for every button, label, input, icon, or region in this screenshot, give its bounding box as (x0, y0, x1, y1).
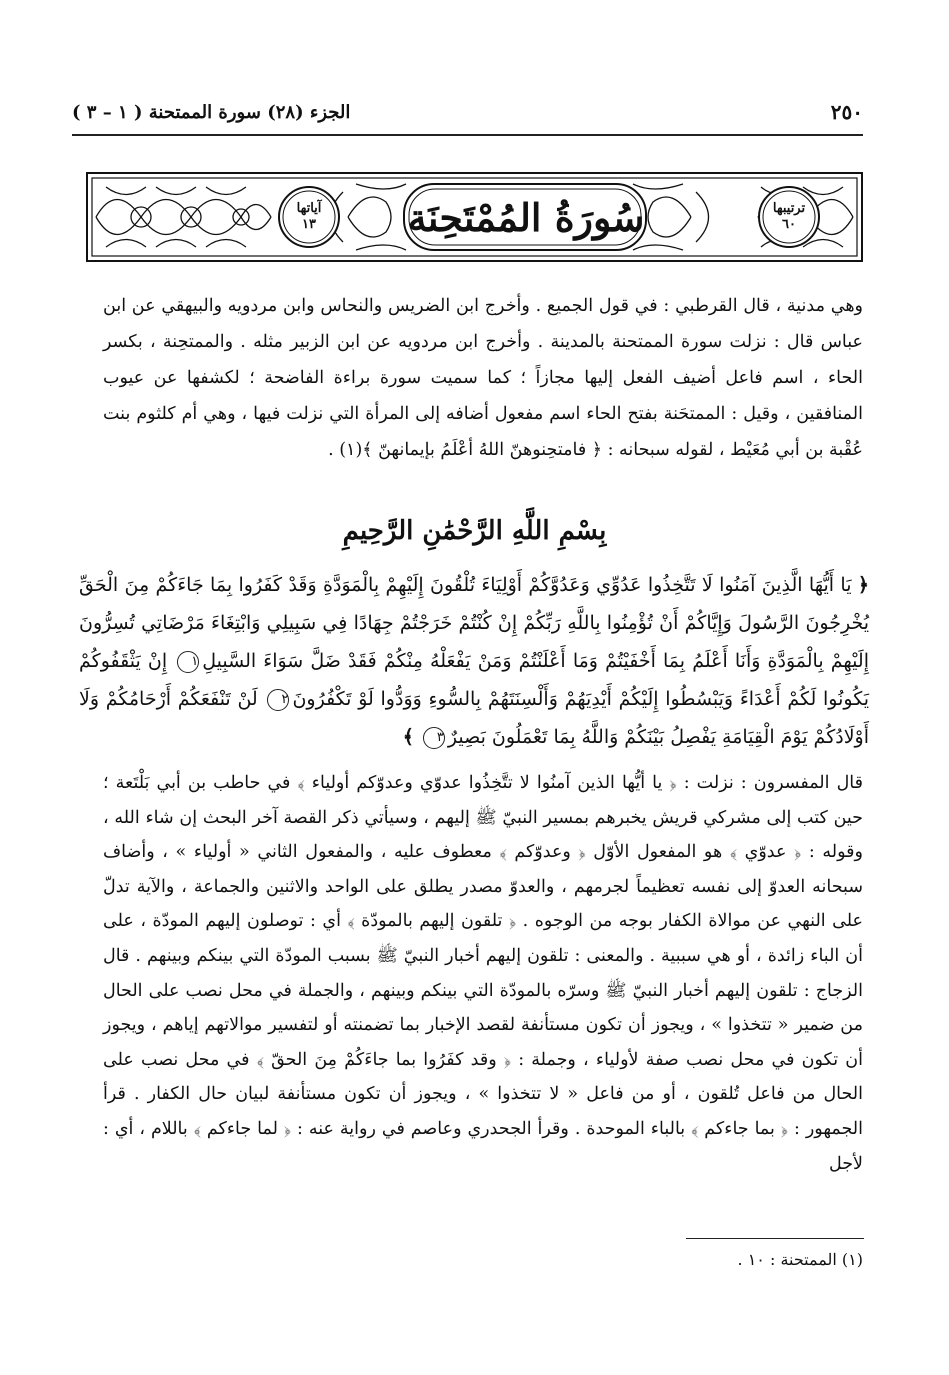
basmala: بِسْمِ اللَّهِ الرَّحْمَٰنِ الرَّحِيمِ (342, 516, 607, 546)
commentary-paragraph: قال المفسرون : نزلت : ﴿ يا أيُّها الذين آمنُوا لا تتَّخِذُوا عدوّي وعدوّكم أولياء ﴾ في حاطب بن أبي بَلْتَعة ؛ حين كتب إلى مشركي قريش يخبرهم بمسير النبيّ ﷺ إليهم ، وسيأتي ذكر القصة آخر البحث إن شاء الله ، وقوله : ﴿ عدوّي ﴾ هو المفعول الأوّل ﴿ وعدوّكم ﴾ معطوف عليه ، والمفعول الثاني « أولياء » ، وأضاف سبحانه العدوّ إلى نفسه تعظيماً لجرمهم ، والعدوّ مصدر يطلق على الواحد والاثنين والجماعة ، والآية تدلّ على النهي عن موالاة الكفار بوجه من الوجوه . ﴿ تلقون إليهم بالمودّة ﴾ أي : توصلون إليهم المودّة ، على أن الباء زائدة ، أو هي سببية . والمعنى : تلقون إليهم أخبار النبيّ ﷺ بسبب المودّة التي بينكم وبينهم . قال الزجاج : تلقون إليهم أخبار النبيّ ﷺ وسرّه بالمودّة التي بينكم وبينهم ، والجملة في محل نصب على الحال من ضمير « تتخذوا » ، ويجوز أن تكون مستأنفة لقصد الإخبار بما تضمنته أو لتفسير موالاتهم إياهم ، ويجوز أن تكون في محل نصب صفة لأولياء ، وجملة : ﴿ وقد كفَرُوا بما جاءَكُمْ مِنَ الحقّ ﴾ في محل نصب على الحال من فاعل تُلقون ، أو من فاعل « لا تتخذوا » ، ويجوز أن تكون مستأنفة لبيان حال الكفار . قرأ الجمهور : ﴿ بما جاءكم ﴾ بالباء الموحدة . وقرأ الجحدري وعاصم في رواية عنه : ﴿ لما جاءكم ﴾ باللام ، أي : لأجل (103, 773, 863, 1174)
footnote-rule (686, 1238, 864, 1239)
verse-number-3: ٣ (423, 727, 445, 749)
verse-1: يَا أَيُّهَا الَّذِينَ آمَنُوا لَا تَتَّخِذُوا عَدُوِّي وَعَدُوَّكُمْ أَوْلِيَاءَ تُلْقُونَ إِلَيْهِمْ بِالْمَوَدَّةِ وَقَدْ كَفَرُوا بِمَا جَاءَكُمْ مِنَ الْحَقِّ يُخْرِجُونَ الرَّسُولَ وَإِيَّاكُمْ أَنْ تُؤْمِنُوا بِاللَّهِ رَبِّكُمْ إِنْ كُنْتُمْ خَرَجْتُمْ جِهَادًا فِي سَبِيلِي وَابْتِغَاءَ مَرْضَاتِي تُسِرُّونَ إِلَيْهِمْ بِالْمَوَدَّةِ وَأَنَا أَعْلَمُ بِمَا أَخْفَيْتُمْ وَمَا أَعْلَنْتُمْ وَمَنْ يَفْعَلْهُ مِنْكُمْ فَقَدْ ضَلَّ سَوَاءَ السَّبِيلِ (79, 574, 869, 672)
verse-2: إِنْ يَثْقَفُوكُمْ يَكُونُوا لَكُمْ أَعْدَاءً وَيَبْسُطُوا إِلَيْكُمْ أَيْدِيَهُمْ وَأَلْسِنَتَهُمْ بِالسُّوءِ وَوَدُّوا لَوْ تَكْفُرُونَ (79, 650, 869, 710)
footnote: (١) الممتحنة : ١٠ . (737, 1250, 863, 1269)
sura-title: سُورَةُ المُمْتَحِنَة (407, 194, 645, 240)
header-rule (72, 134, 863, 136)
running-head: الجزء (٢٨) سورة الممتحنة ( ١ – ٣ ) (72, 102, 351, 123)
verse-open-bracket: ﴿ (857, 574, 869, 596)
quran-verses (79, 566, 869, 756)
intro-paragraph: وهي مدنية ، قال القرطبي : في قول الجميع . وأخرج ابن الضريس والنحاس وابن مردويه والبيهقي عن ابن عباس قال : نزلت سورة الممتحنة بالمدينة . وأخرج ابن مردويه عن ابن الزبير مثله . والممتحِنة ، بكسر الحاء ، اسم فاعل أضيف الفعل إليها مجازاً ؛ كما سميت سورة براءة الفاضحة ؛ لكشفها عن عيوب المنافقين ، وقيل : الممتحَنة بفتح الحاء اسم مفعول أضافه إلى المرأة التي نزلت فيها ، وهي أم كلثوم بنت عُقْبة بن أبي مُعَيْط ، لقوله سبحانه : ﴿ فامتحِنوهنّ اللهُ أعْلَمُ بإيمانهنّ ﴾(١) . (103, 296, 863, 460)
verses-medallion (278, 192, 340, 242)
order-value: ٦٠ (782, 217, 796, 232)
verses-label: آياتها (296, 201, 322, 216)
page-header (72, 100, 863, 130)
verse-close-bracket: ﴾ (402, 726, 414, 748)
order-label: ترتيبها (772, 201, 806, 216)
page-number: ٢٥٠ (830, 100, 863, 124)
order-medallion (758, 192, 820, 242)
verse-number-2: ٢ (267, 689, 289, 711)
verse-3: لَنْ تَنْفَعَكُمْ أَرْحَامُكُمْ وَلَا أَوْلَادُكُمْ يَوْمَ الْقِيَامَةِ يَفْصِلُ بَيْنَكُمْ وَاللَّهُ بِمَا تَعْمَلُونَ بَصِيرٌ (79, 688, 869, 748)
verses-value: ١٣ (302, 217, 316, 232)
verse-number-1: ١ (177, 651, 199, 673)
sura-banner (86, 172, 863, 262)
